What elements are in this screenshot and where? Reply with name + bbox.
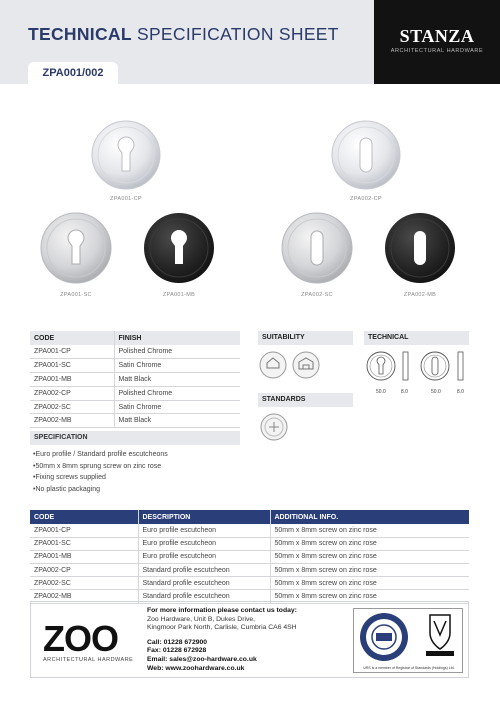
product-caption: ZPA001-MB [162,292,196,298]
title-rest: SPECIFICATION SHEET [136,24,339,44]
residential-icon [260,352,286,378]
title-bold: TECHNICAL [28,24,132,44]
table-cell: ZPA001-MB [30,373,114,387]
table-row [30,359,240,373]
list-item: • Fixing screws supplied [33,472,168,484]
table-cell: ZPA001-SC [30,359,114,373]
finish-table [30,331,240,428]
address-line: Kingmoor Park North, Carlisle, Cumbria CA6 4SH [147,624,297,632]
table-cell: Euro profile escutcheon [138,537,270,550]
table-cell: Standard profile escutcheon [138,590,270,603]
table-cell: Polished Chrome [114,345,240,359]
table-cell: 50mm x 8mm screw on zinc rose [270,537,469,550]
table-cell: Standard profile escutcheon [138,577,270,590]
brand-name: STANZA [399,26,475,46]
product-caption: ZPA002-SC [301,292,333,298]
table-cell: Euro profile escutcheon [138,524,270,537]
brand-logo [374,0,500,84]
dimension-label: 50.0 [431,389,441,395]
product-image-zpa001-sc [40,212,112,284]
table-cell: Satin Chrome [114,400,240,414]
dimension-label: 8.0 [401,389,408,395]
table-cell: Euro profile escutcheon [138,550,270,563]
list-item: • Euro profile / Standard profile escutcheons [33,449,168,461]
table-cell: Matt Black [114,414,240,428]
product-image-zpa002-sc [281,212,353,284]
table-row [30,577,469,590]
urs-ukas-logo [354,609,464,665]
email-link[interactable]: Email: sales@zoo-hardware.co.uk [147,655,257,663]
product-image-zpa002-cp [331,120,401,190]
standards-badge-icon [258,411,292,443]
table-row [30,345,240,359]
product-image-zpa001-cp [91,120,161,190]
table-cell: ZPA002-CP [30,564,138,577]
table-cell: 50mm x 8mm screw on zinc rose [270,590,469,603]
table-row [30,400,240,414]
specification-list [33,449,168,496]
product-image-zpa002-mb [384,212,456,284]
header-band [0,0,500,84]
product-caption: ZPA002-CP [350,196,382,202]
table-cell: ZPA002-MB [30,590,138,603]
table-cell: ZPA001-CP [30,345,114,359]
product-caption: ZPA002-MB [403,292,437,298]
website-link[interactable]: Web: www.zoohardware.co.uk [147,664,245,672]
table-cell: 50mm x 8mm screw on zinc rose [270,524,469,537]
zoo-logo: ZOO [43,618,118,659]
table-cell: 50mm x 8mm screw on zinc rose [270,564,469,577]
specification-heading: SPECIFICATION [30,431,240,445]
product-caption: ZPA001-SC [60,292,92,298]
suitability-heading: SUITABILITY [258,331,353,345]
table-cell: ZPA001-MB [30,550,138,563]
table-row [30,524,469,537]
contact-footer [30,601,469,678]
table-cell: ZPA002-CP [30,386,114,400]
suitability-icons [258,349,328,383]
table-header-row [30,331,240,345]
table-cell: ZPA002-SC [30,400,114,414]
technical-drawings [364,349,470,389]
technical-heading: TECHNICAL [364,331,469,345]
fax-number: Fax: 01228 672928 [147,647,207,655]
table-header-row [30,510,469,524]
table-cell: ZPA001-CP [30,524,138,537]
certification-badges [353,608,463,673]
table-cell: 50mm x 8mm screw on zinc rose [270,550,469,563]
table-cell: Matt Black [114,373,240,387]
table-row [30,386,240,400]
product-image-zpa001-mb [143,212,215,284]
table-cell: Polished Chrome [114,386,240,400]
product-code-label: ZPA001/002 [42,67,104,79]
product-code-tab [28,62,118,84]
brand-subtitle: ARCHITECTURAL HARDWARE [390,48,484,54]
table-cell: ZPA001-SC [30,537,138,550]
list-item: • 50mm x 8mm sprung screw on zinc rose [33,461,168,473]
phone-number: Call: 01228 672900 [147,638,208,646]
table-row [30,414,240,428]
table-cell: Satin Chrome [114,359,240,373]
standards-heading: STANDARDS [258,393,353,407]
product-caption: ZPA001-CP [110,196,142,202]
table-cell: ZPA002-SC [30,577,138,590]
column-header: CODE [30,510,138,524]
zoo-logo-subtitle: ARCHITECTURAL HARDWARE [43,657,134,663]
table-row [30,550,469,563]
column-header: FINISH [114,331,240,345]
column-header: DESCRIPTION [138,510,270,524]
certification-note: URS is a member of Registrar of Standards (Holdings) Ltd. [363,666,455,670]
list-item: • No plastic packaging [33,484,168,496]
page-title [28,24,339,45]
table-cell: 50mm x 8mm screw on zinc rose [270,577,469,590]
column-header: ADDITIONAL INFO. [270,510,469,524]
address-line: Zoo Hardware, Unit B, Dukes Drive, [147,615,256,623]
contact-details [147,607,297,673]
table-row [30,564,469,577]
dimension-label: 50.0 [376,389,386,395]
table-row [30,373,240,387]
dimension-label: 8.0 [457,389,464,395]
table-cell: ZPA002-MB [30,414,114,428]
column-header: CODE [30,331,114,345]
contact-heading: For more information please contact us today: [147,607,297,614]
table-cell: Standard profile escutcheon [138,564,270,577]
table-row [30,537,469,550]
product-info-table [30,510,469,604]
